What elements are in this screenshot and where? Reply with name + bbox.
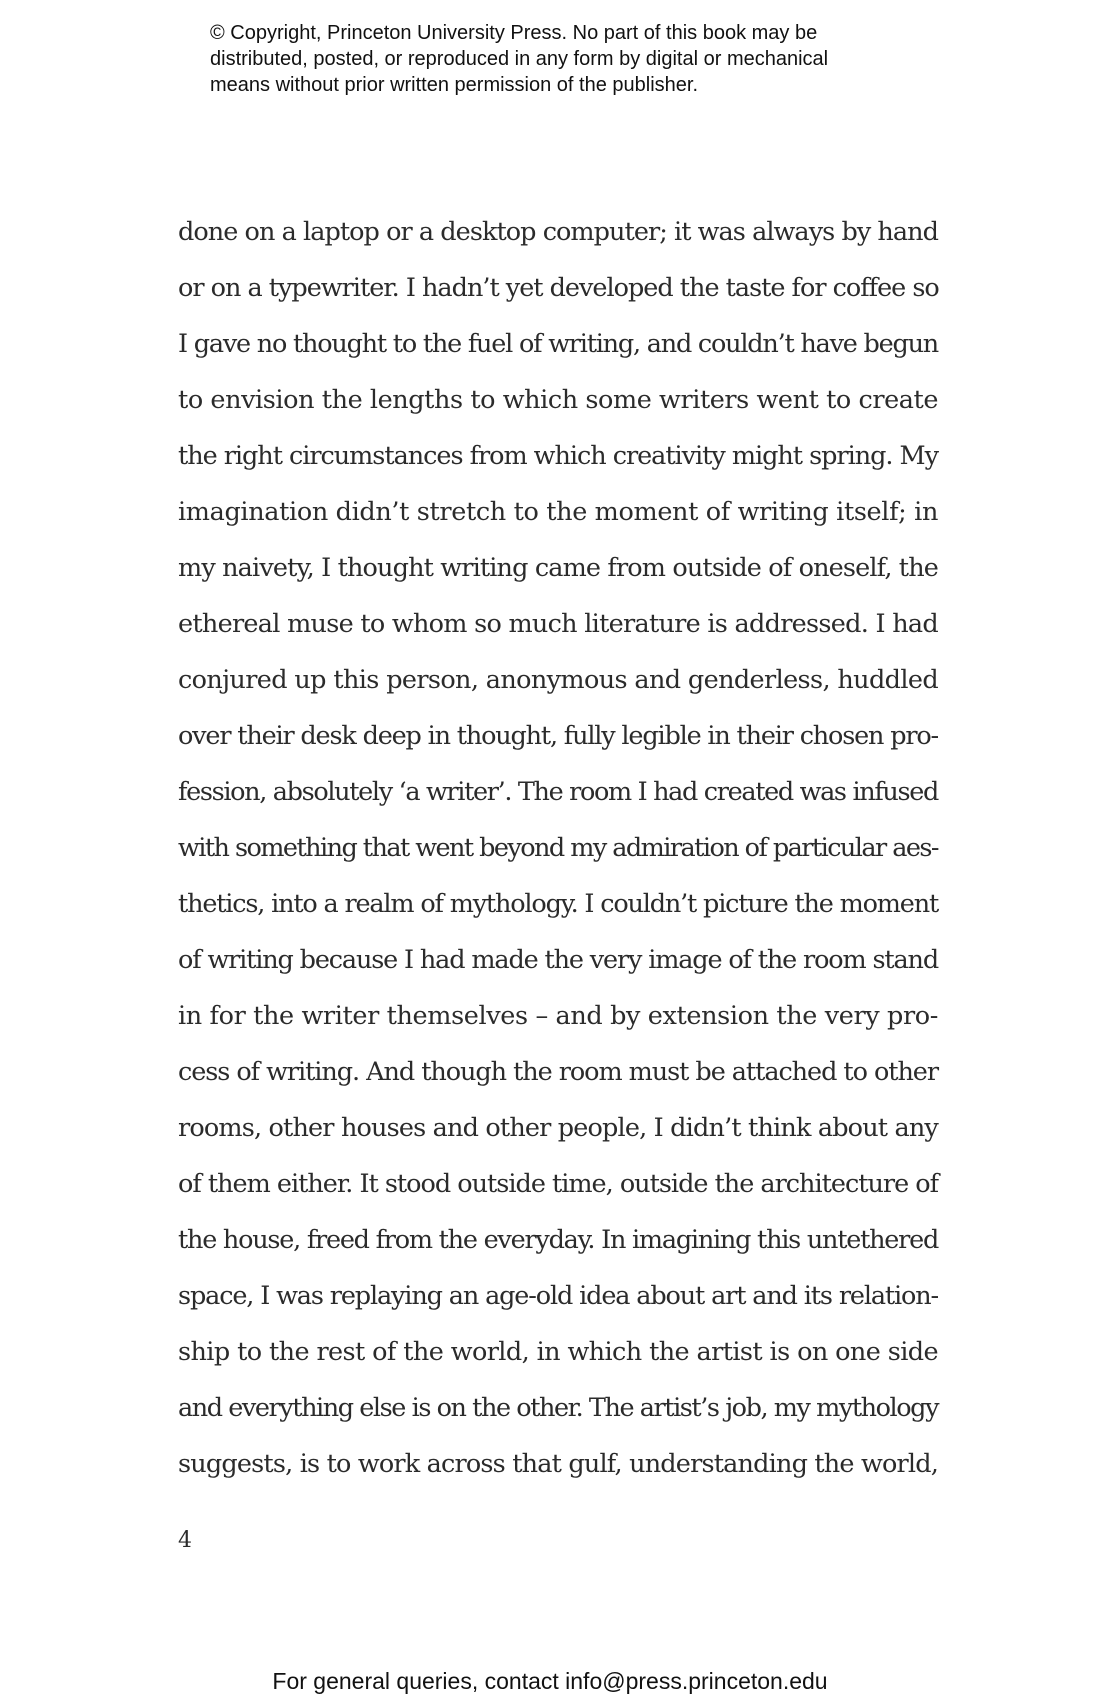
text-line: the house, freed from the everyday. In imagining this untethered bbox=[178, 1225, 939, 1255]
copyright-line: distributed, posted, or reproduced in any form by digital or mechanical bbox=[210, 48, 829, 70]
copyright-line: means without prior written permission of the publisher. bbox=[210, 74, 699, 96]
text-line: with something that went beyond my admiration of particular aes- bbox=[178, 833, 938, 863]
text-line: or on a typewriter. I hadn’t yet developed the taste for coffee so bbox=[178, 273, 939, 303]
page-number: 4 bbox=[178, 1528, 192, 1553]
text-line: I gave no thought to the fuel of writing, and couldn’t have begun bbox=[178, 329, 938, 359]
text-line: fession, absolutely ‘a writer’. The room I had created was infused bbox=[178, 777, 938, 807]
text-line: of them either. It stood outside time, outside the architecture of bbox=[178, 1169, 939, 1199]
copyright-notice bbox=[210, 20, 910, 98]
text-line: in for the writer themselves – and by extension the very pro- bbox=[178, 1001, 938, 1031]
text-line: conjured up this person, anonymous and genderless, huddled bbox=[178, 665, 939, 695]
text-line: and everything else is on the other. The artist’s job, my mythology bbox=[178, 1393, 939, 1423]
text-line: of writing because I had made the very image of the room stand bbox=[178, 945, 938, 975]
copyright-line: © Copyright, Princeton University Press. No part of this book may be bbox=[210, 22, 818, 44]
text-line: cess of writing. And though the room must be attached to other bbox=[178, 1057, 938, 1087]
text-line: imagination didn’t stretch to the moment of writing itself; in bbox=[178, 497, 939, 527]
text-line: rooms, other houses and other people, I didn’t think about any bbox=[178, 1113, 939, 1143]
body-text bbox=[178, 204, 938, 1492]
text-line: ship to the rest of the world, in which the artist is on one side bbox=[178, 1337, 939, 1367]
text-line: thetics, into a realm of mythology. I couldn’t picture the moment bbox=[178, 889, 939, 919]
contact-notice: For general queries, contact info@press.princeton.edu bbox=[272, 1668, 828, 1694]
text-line: my naivety, I thought writing came from outside of oneself, the bbox=[178, 553, 938, 583]
text-line: ethereal muse to whom so much literature is addressed. I had bbox=[178, 609, 938, 639]
text-line: the right circumstances from which creativity might spring. My bbox=[178, 441, 938, 471]
text-line: to envision the lengths to which some writers went to create bbox=[178, 385, 939, 415]
text-line: done on a laptop or a desktop computer; it was always by hand bbox=[178, 217, 939, 247]
text-line: suggests, is to work across that gulf, understanding the world, bbox=[178, 1449, 938, 1479]
text-line: space, I was replaying an age-old idea about art and its relation- bbox=[178, 1281, 938, 1311]
text-line: over their desk deep in thought, fully legible in their chosen pro- bbox=[178, 721, 938, 751]
